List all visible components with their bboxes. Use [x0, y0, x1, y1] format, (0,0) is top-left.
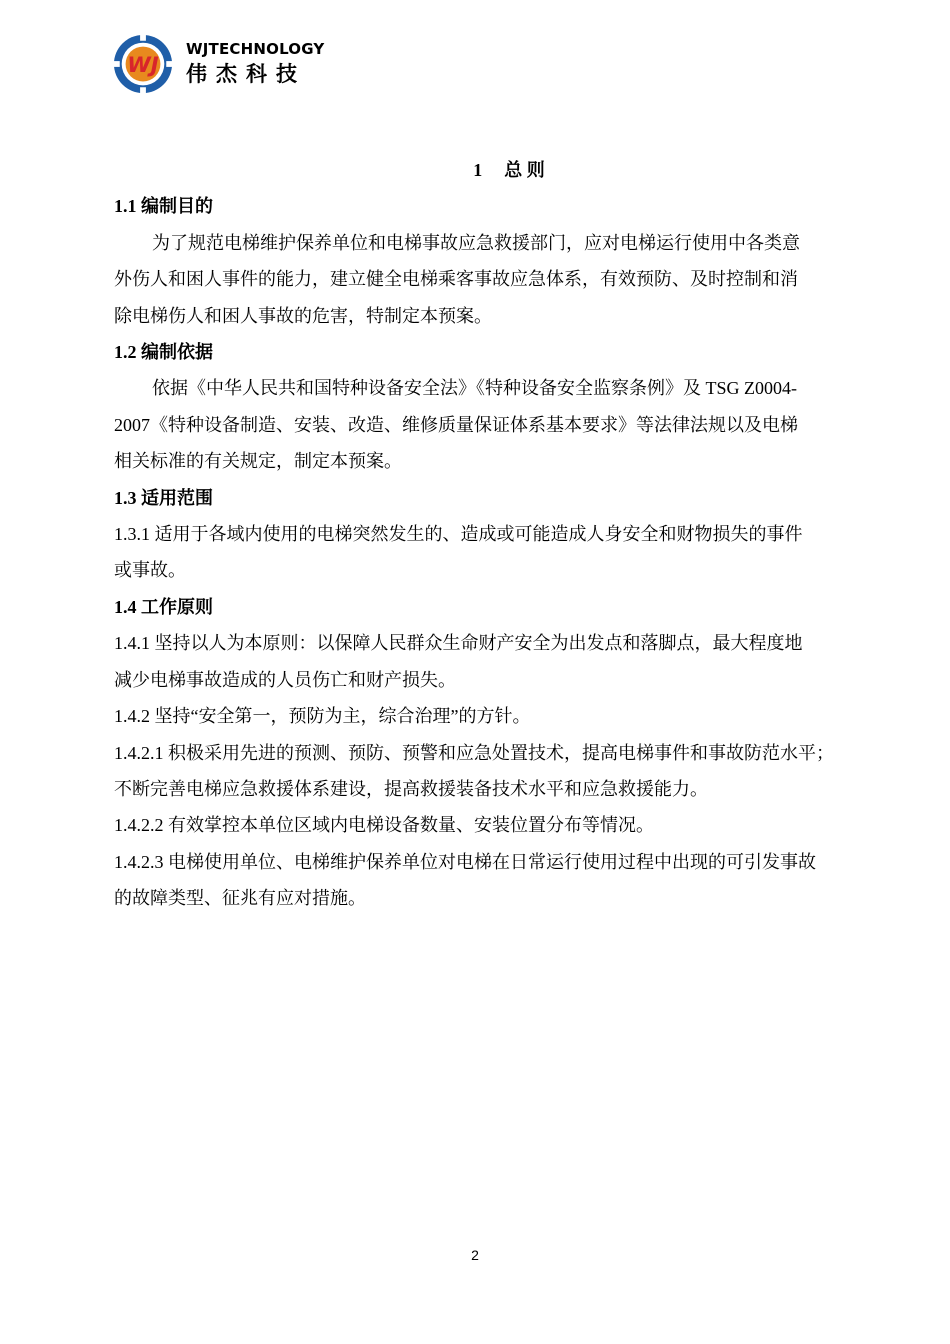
brand-name-chinese: 伟杰科技 [186, 62, 306, 86]
text-line: 的故障类型、征兆有应对措施。 [114, 888, 366, 909]
text-line: 1.4.2.2 有效掌控本单位区域内电梯设备数量、安装位置分布等情况。 [114, 815, 654, 836]
text-line: 外伤人和困人事件的能力，建立健全电梯乘客事故应急体系，有效预防、及时控制和消 [114, 269, 798, 290]
brand-name-english: WJTECHNOLOGY [186, 40, 325, 58]
company-logo [112, 33, 174, 95]
text-line: 1.4.2 坚持“安全第一，预防为主，综合治理”的方针。 [114, 706, 531, 727]
paragraph-1-1 [114, 225, 874, 334]
text-line: 2007《特种设备制造、安装、改造、维修质量保证体系基本要求》等法律法规以及电梯 [114, 414, 798, 435]
heading-1-3: 1.3 适用范围 [114, 487, 213, 508]
page-header [112, 32, 325, 96]
text-line: 为了规范电梯维护保养单位和电梯事故应急救援部门，应对电梯运行使用中各类意 [152, 232, 800, 253]
text-line: 1.3.1 适用于各域内使用的电梯突然发生的、造成或可能造成人身安全和财物损失的事件 [114, 524, 803, 545]
paragraph-1-3 [114, 516, 874, 589]
document-body [114, 152, 874, 917]
paragraph-1-4 [114, 625, 874, 916]
paragraph-1-2 [114, 370, 874, 479]
text-line: 1.4.2.1 积极采用先进的预测、预防、预警和应急处置技术，提高电梯事件和事故防范水平； [114, 742, 834, 763]
heading-1-4: 1.4 工作原则 [114, 596, 213, 617]
chapter-number: 1 [473, 160, 483, 180]
text-line: 除电梯伤人和困人事故的危害，特制定本预案。 [114, 305, 492, 326]
text-line: 相关标准的有关规定，制定本预案。 [114, 451, 402, 472]
brand-block [186, 40, 325, 88]
chapter-title-text: 总 则 [504, 160, 545, 180]
page-number: 2 [471, 1247, 479, 1263]
text-line: 1.4.2.3 电梯使用单位、电梯维护保养单位对电梯在日常运行使用过程中出现的可引发事故 [114, 851, 816, 872]
text-line: 或事故。 [114, 560, 186, 581]
heading-1-1: 1.1 编制目的 [114, 196, 213, 217]
chapter-title [114, 152, 874, 188]
text-line: 不断完善电梯应急救援体系建设，提高救援装备技术水平和应急救援能力。 [114, 778, 708, 799]
text-line: 1.4.1 坚持以人为本原则：以保障人民群众生命财产安全为出发点和落脚点，最大程度地 [114, 633, 803, 654]
logo-letters: WJ [127, 52, 159, 78]
text-line: 依据《中华人民共和国特种设备安全法》《特种设备安全监察条例》及 TSG Z0004- [152, 378, 797, 399]
heading-1-2: 1.2 编制依据 [114, 342, 213, 363]
text-line: 减少电梯事故造成的人员伤亡和财产损失。 [114, 669, 456, 690]
